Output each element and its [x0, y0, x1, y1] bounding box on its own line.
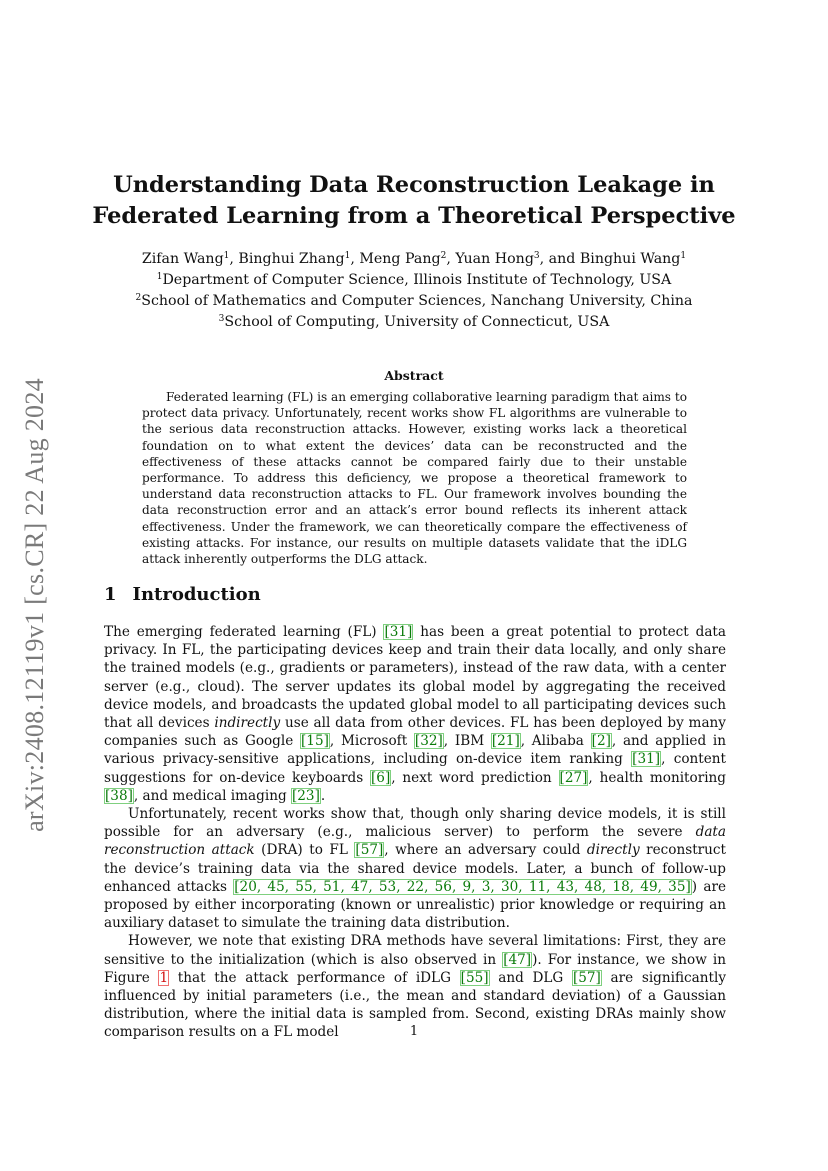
citation-link[interactable]: [38] [105, 787, 133, 804]
citation-link[interactable]: [15] [301, 733, 329, 750]
emphasis-text: data reconstruction attack [104, 824, 726, 859]
citation-link[interactable]: [47] [503, 951, 532, 968]
author-affiliation-mark: 1 [344, 251, 351, 261]
text-run: use all data from other devices. FL has been deployed by many companies such as Google [104, 715, 726, 750]
citation-link[interactable]: [6] [371, 769, 391, 786]
text-run: , content suggestions for on-device keyboards [104, 751, 726, 786]
affiliation-mark: 1 [156, 272, 163, 282]
citation-link[interactable]: [31] [632, 751, 661, 768]
author-affiliation-mark: 1 [223, 251, 230, 261]
author-name: Yuan Hong [455, 251, 534, 267]
citation-link[interactable]: [23] [291, 787, 320, 804]
author-separator: , [229, 251, 239, 267]
author-separator: , and [539, 251, 580, 267]
text-run: that the attack performance of iDLG [169, 969, 460, 986]
author-name: Binghui Zhang [238, 251, 345, 267]
section-number: 1 [104, 584, 117, 605]
text-run: , IBM [443, 733, 491, 750]
text-run: Unfortunately, recent works show that, though only sharing device models, it is still possible for an adversary (e.g., malicious server) to perform the severe [104, 806, 726, 841]
text-run: ) are proposed by either incorporating (known or unrealistic) prior knowledge or requiring an auxiliary dataset to simulate the training data distribution. [104, 878, 726, 932]
citation-link[interactable]: [2] [591, 733, 611, 750]
citation-link[interactable]: [20, 45, 55, 51, 47, 53, 22, 56, 9, 3, 30, 11, 43, 48, 18, 49, 35] [234, 878, 691, 895]
section-heading [104, 584, 261, 605]
author-affiliation-mark: 3 [533, 251, 540, 261]
affiliation-line [100, 312, 728, 333]
abstract-text: Federated learning (FL) is an emerging collaborative learning paradigm that aims to protect data privacy. Unfortunately, recent works show FL algorithms are vulnerable to the serious data reconstruction attacks. However, existing works lack a theoretical foundation on to what extent the devices’ data can be reconstructed and the effectiveness of these attacks cannot be compared fairly due to their unstable performance. To address this deficiency, we propose a theoretical framework to understand data reconstruction attacks to FL. Our framework involves bounding the data reconstruction error and an attack’s error bound reflects its inherent attack effectiveness. Under the framework, we can theoretically compare the effectiveness of existing attacks. For instance, our results on multiple datasets validate that the iDLG attack inherently outperforms the DLG attack. [142, 390, 687, 567]
affiliation-text: Department of Computer Science, Illinois Institute of Technology, USA [162, 272, 672, 288]
text-run: . [320, 787, 326, 804]
citation-link[interactable]: [27] [559, 769, 588, 786]
citation-link[interactable]: [57] [355, 842, 384, 859]
arxiv-identifier-stamp [17, 360, 53, 850]
author-name: Binghui Wang [579, 251, 681, 267]
author-block [100, 249, 728, 333]
emphasis-text: indirectly [214, 715, 281, 732]
affiliation-mark: 2 [135, 293, 142, 303]
text-run: and DLG [489, 969, 572, 986]
text-run: (DRA) to FL [254, 842, 355, 859]
introduction-body [104, 623, 726, 1042]
abstract-heading: Abstract [384, 368, 444, 383]
emphasis-text: directly [586, 842, 640, 859]
text-run: The emerging federated learning (FL) [104, 624, 384, 640]
text-run: , where an adversary could [384, 842, 587, 859]
text-run: reconstruct the device’s training data via the shared device models. Later, a bunch of follow-up enhanced attacks [104, 842, 727, 895]
author-name: Meng Pang [359, 251, 441, 267]
affiliation-line [100, 270, 728, 291]
title-line-2: Federated Learning from a Theoretical Perspective [92, 203, 736, 229]
paragraph [104, 805, 726, 932]
author-name: Zifan Wang [141, 251, 224, 267]
text-run: , Microsoft [329, 733, 414, 750]
text-run: , and applied in various privacy-sensitive applications, including on-device item ranking [104, 733, 726, 768]
affiliation-text: School of Mathematics and Computer Sciences, Nanchang University, China [141, 293, 693, 309]
citation-link[interactable]: [57] [572, 969, 601, 986]
title-line-1: Understanding Data Reconstruction Leakage in [113, 172, 715, 198]
paragraph [104, 623, 726, 805]
author-affiliation-mark: 2 [440, 251, 447, 261]
text-run: However, we note that existing DRA methods have several limitations: First, they are sensitive to the initialization (which is also observed in [104, 933, 726, 968]
text-run: ). For instance, we show in Figure [104, 951, 726, 986]
affiliation-line [100, 291, 728, 312]
author-separator: , [350, 251, 360, 267]
citation-link[interactable]: [32] [414, 733, 443, 750]
citation-link[interactable]: [21] [491, 733, 520, 750]
text-run: , Alibaba [520, 733, 591, 750]
text-run: , health monitoring [588, 769, 726, 786]
figure-reference-link[interactable]: 1 [159, 969, 169, 986]
section-title: Introduction [132, 584, 261, 605]
text-run: has been a great potential to protect data privacy. In FL, the participating devices keep and train their data locally, and only share the trained models (e.g., gradients or parameters), instead of the raw data, with a center server (e.g., cloud). The server updates its global model by aggregating the received device models, and broadcasts the updated global model to all participating devices such that all devices [104, 624, 726, 732]
author-affiliation-mark: 1 [680, 251, 687, 261]
paper-title [90, 170, 738, 232]
citation-link[interactable]: [31] [384, 624, 413, 640]
arxiv-identifier-text: arXiv:2408.12119v1 [cs.CR] 22 Aug 2024 [20, 378, 50, 832]
affiliation-mark: 3 [218, 314, 225, 324]
author-list [100, 249, 728, 270]
affiliation-text: School of Computing, University of Connecticut, USA [224, 314, 610, 330]
text-run: are significantly influenced by initial parameters (i.e., the mean and standard deviation) of a Gaussian distribution, where the initial data is sampled from. Second, existing DRAs mainly show comparison results on a FL model [104, 969, 727, 1041]
citation-link[interactable]: [55] [460, 969, 489, 986]
text-run: , and medical imaging [133, 787, 291, 804]
author-separator: , [446, 251, 456, 267]
page-number: 1 [409, 1024, 419, 1039]
text-run: , next word prediction [391, 769, 559, 786]
